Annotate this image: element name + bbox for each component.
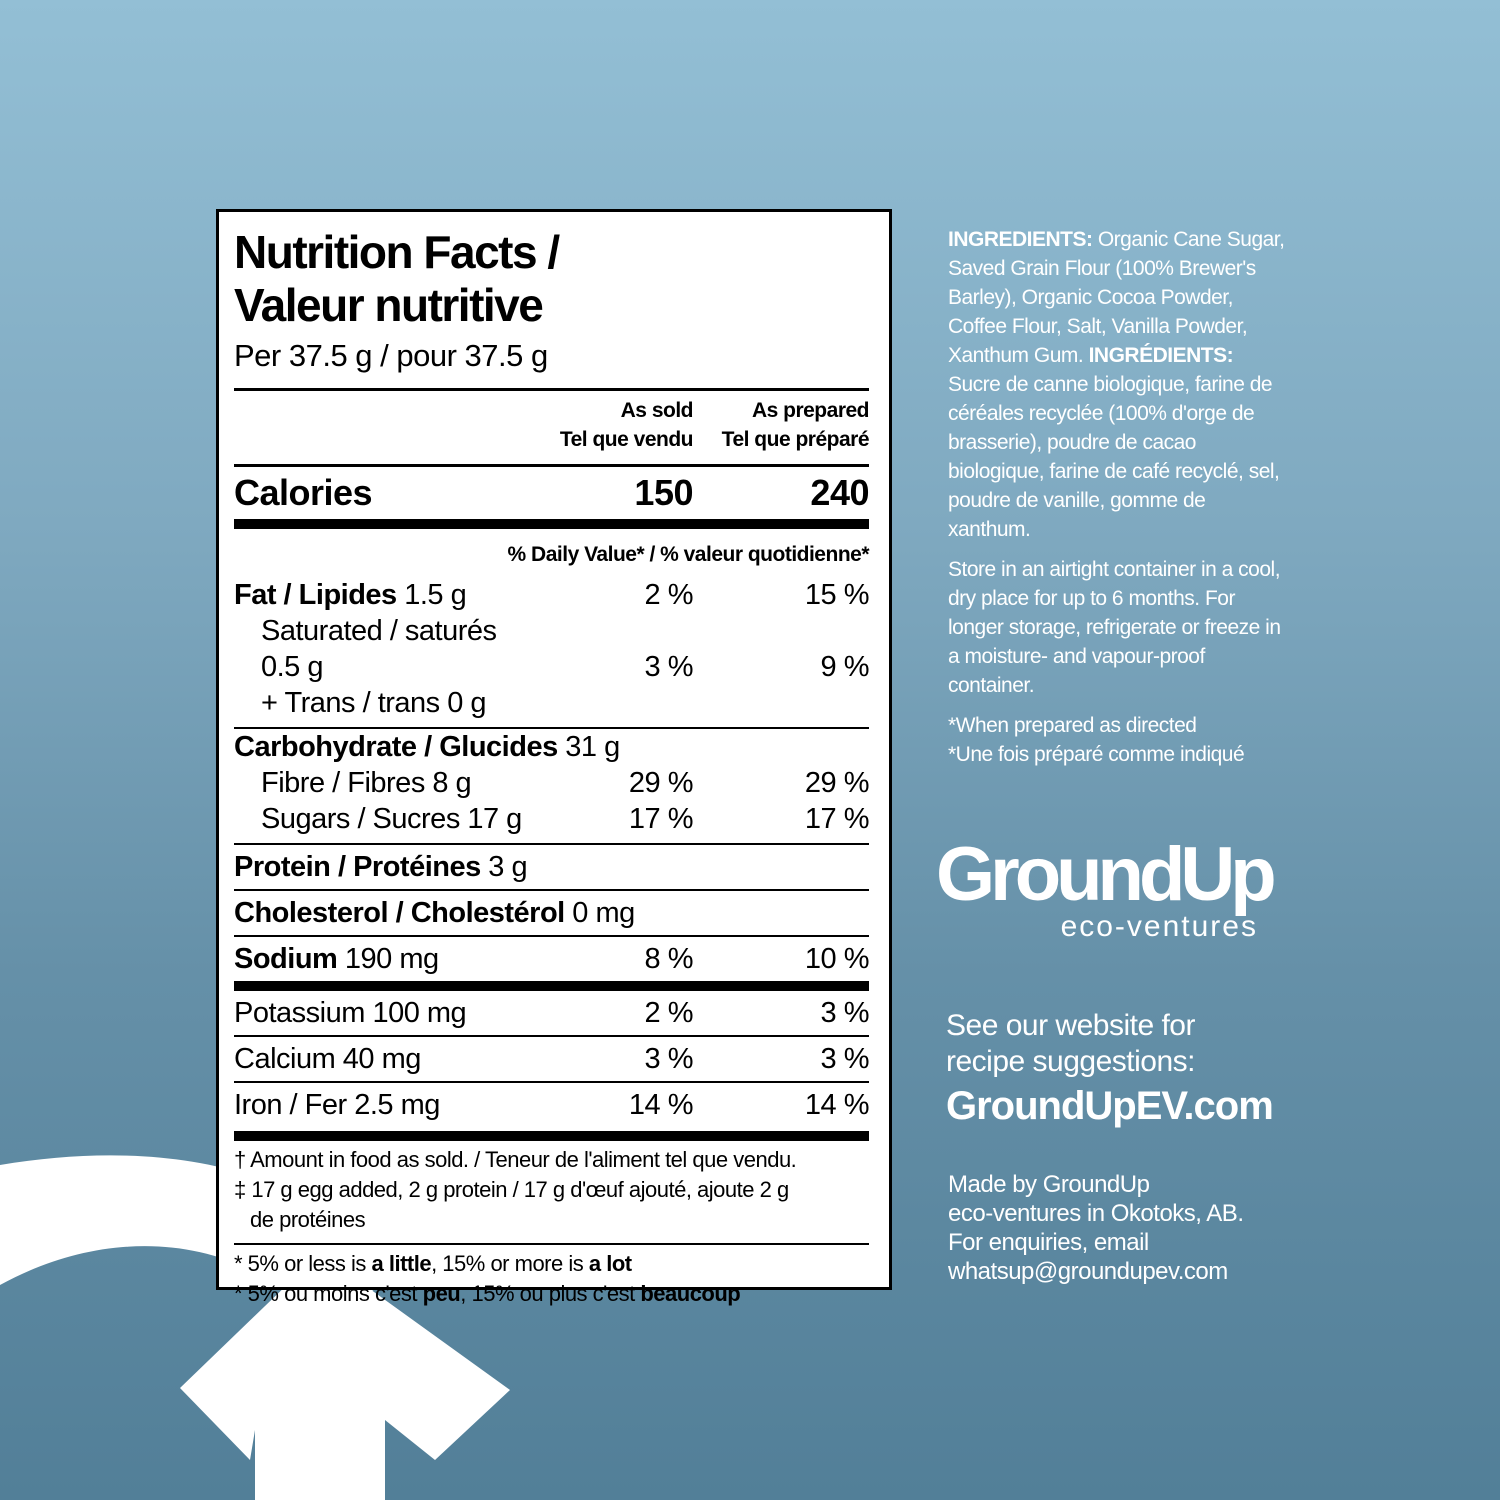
cholesterol-row bbox=[234, 891, 869, 935]
fibre-sold: 29 % bbox=[628, 767, 693, 799]
calories-sold: 150 bbox=[634, 472, 693, 513]
ingredients-text bbox=[948, 225, 1288, 544]
col-as-prepared-fr: Tel que préparé bbox=[721, 428, 869, 451]
manufacturer-info bbox=[948, 1170, 1298, 1286]
panel-title-fr: Valeur nutritive bbox=[234, 279, 543, 331]
dv-guide-en bbox=[234, 1249, 869, 1279]
fibre-row bbox=[234, 765, 869, 801]
fat-sold: 2 % bbox=[644, 579, 693, 611]
sugars-label: Sugars / Sucres 17 g bbox=[261, 803, 522, 835]
website-promo bbox=[946, 1008, 1306, 1132]
iron-sold: 14 % bbox=[628, 1089, 693, 1121]
chol-amount: 0 mg bbox=[564, 897, 635, 929]
made-line3: For enquiries, email bbox=[948, 1229, 1149, 1256]
saturated-sold: 3 % bbox=[644, 651, 693, 683]
dv-fr-pre: * 5% ou moins c'est bbox=[234, 1281, 423, 1306]
brand-name: GroundUp bbox=[936, 832, 1272, 917]
prepared-note-en: *When prepared as directed bbox=[948, 714, 1197, 737]
calcium-prepared: 3 % bbox=[820, 1043, 869, 1075]
potassium-prepared: 3 % bbox=[820, 997, 869, 1029]
made-line2: eco-ventures in Okotoks, AB. bbox=[948, 1200, 1244, 1227]
iron-prepared: 14 % bbox=[804, 1089, 869, 1121]
protein-row bbox=[234, 845, 869, 889]
potassium-label: Potassium 100 mg bbox=[234, 997, 467, 1029]
daily-value-guide bbox=[234, 1245, 869, 1309]
website-line1: See our website for bbox=[946, 1009, 1195, 1042]
calcium-row bbox=[234, 1037, 869, 1081]
sugars-prepared: 17 % bbox=[804, 803, 869, 835]
protein-amount: 3 g bbox=[480, 851, 528, 883]
sodium-amount: 190 mg bbox=[337, 943, 439, 975]
iron-label: Iron / Fer 2.5 mg bbox=[234, 1089, 440, 1121]
fat-amount: 1.5 g bbox=[396, 579, 467, 611]
ingredients-fr: Sucre de canne biologique, farine de céréales recyclée (100% d'orge de brasserie), poudre de cacao biologique, farine de café recyclé, sel, poudre de vanille, gomme de xanthum. bbox=[948, 373, 1280, 541]
sodium-label: Sodium bbox=[234, 943, 338, 975]
fat-label: Fat / Lipides bbox=[234, 579, 397, 611]
fibre-label: Fibre / Fibres 8 g bbox=[261, 767, 472, 799]
sugars-row bbox=[234, 801, 869, 837]
chol-label: Cholesterol / Cholestérol bbox=[234, 897, 565, 929]
dv-fr-mid: , 15% ou plus c'est bbox=[460, 1281, 641, 1306]
sugars-sold: 17 % bbox=[628, 803, 693, 835]
website-line2: recipe suggestions: bbox=[946, 1045, 1195, 1078]
saturated-trans-row bbox=[234, 613, 869, 721]
calcium-label: Calcium 40 mg bbox=[234, 1043, 421, 1075]
footnote-dagger: † Amount in food as sold. / Teneur de l'aliment tel que vendu. bbox=[234, 1147, 797, 1172]
col-as-sold-en: As sold bbox=[620, 399, 693, 422]
dv-en-little: a little bbox=[371, 1251, 432, 1276]
dv-fr-peu: peu bbox=[422, 1281, 461, 1306]
calories-row bbox=[234, 467, 869, 519]
contact-email: whatsup@groundupev.com bbox=[948, 1258, 1228, 1285]
col-as-sold bbox=[533, 396, 693, 454]
footnote-double-dagger-cont: de protéines bbox=[250, 1207, 366, 1232]
storage-instructions: Store in an airtight container in a cool, dry place for up to 6 months. For longer storage, refrigerate or freeze in a moisture- and vapour-proof container. bbox=[948, 558, 1281, 697]
panel-title-en: Nutrition Facts / bbox=[234, 226, 559, 278]
potassium-row bbox=[234, 991, 869, 1035]
calories-label: Calories bbox=[234, 472, 373, 513]
dv-en-pre: * 5% or less is bbox=[234, 1251, 372, 1276]
ingredients-en: Organic Cane Sugar, Saved Grain Flour (100% Brewer's Barley), Organic Cocoa Powder, Coffee Flour, Salt, Vanilla Powder, Xanthum Gum. bbox=[948, 228, 1285, 367]
daily-value-header: % Daily Value* / % valeur quotidienne* bbox=[507, 543, 869, 566]
column-headers bbox=[234, 391, 869, 464]
fat-row bbox=[234, 577, 869, 613]
footnote-double-dagger: ‡ 17 g egg added, 2 g protein / 17 g d'œuf ajouté, ajoute 2 g bbox=[234, 1177, 789, 1202]
prepared-note bbox=[948, 711, 1288, 769]
carb-label: Carbohydrate / Glucides bbox=[234, 731, 558, 763]
dv-fr-beaucoup: beaucoup bbox=[640, 1281, 741, 1306]
calcium-sold: 3 % bbox=[644, 1043, 693, 1075]
saturated-prepared: 9 % bbox=[820, 651, 869, 683]
potassium-sold: 2 % bbox=[644, 997, 693, 1029]
sodium-sold: 8 % bbox=[644, 943, 693, 975]
footnotes bbox=[234, 1141, 869, 1235]
carbohydrate-row bbox=[234, 729, 869, 765]
col-as-prepared-en: As prepared bbox=[751, 399, 869, 422]
calories-prepared: 240 bbox=[810, 472, 869, 513]
iron-row bbox=[234, 1083, 869, 1127]
col-as-prepared bbox=[693, 396, 869, 454]
carb-amount: 31 g bbox=[557, 731, 620, 763]
sodium-row bbox=[234, 937, 869, 981]
ingredients-label-en: INGREDIENTS: bbox=[948, 228, 1093, 251]
fat-prepared: 15 % bbox=[804, 579, 869, 611]
dv-en-lot: a lot bbox=[588, 1251, 632, 1276]
brand-subtitle: eco-ventures bbox=[1060, 910, 1258, 943]
ingredients-label-fr: INGRÉDIENTS: bbox=[1088, 344, 1234, 367]
dv-guide-fr bbox=[234, 1279, 869, 1309]
made-line1: Made by GroundUp bbox=[948, 1171, 1150, 1198]
fibre-prepared: 29 % bbox=[804, 767, 869, 799]
dv-en-mid: , 15% or more is bbox=[431, 1251, 589, 1276]
col-as-sold-fr: Tel que vendu bbox=[559, 428, 693, 451]
serving-size: Per 37.5 g / pour 37.5 g bbox=[234, 338, 548, 373]
nutrition-facts-panel bbox=[216, 209, 892, 1306]
protein-label: Protein / Protéines bbox=[234, 851, 481, 883]
website-url: GroundUpEV.com bbox=[946, 1084, 1273, 1128]
saturated-label: Saturated / saturés 0.5 g bbox=[261, 615, 497, 683]
sodium-prepared: 10 % bbox=[804, 943, 869, 975]
brand-logo bbox=[936, 830, 1296, 944]
prepared-note-fr: *Une fois préparé comme indiqué bbox=[948, 743, 1245, 766]
trans-label: + Trans / trans 0 g bbox=[261, 687, 487, 719]
